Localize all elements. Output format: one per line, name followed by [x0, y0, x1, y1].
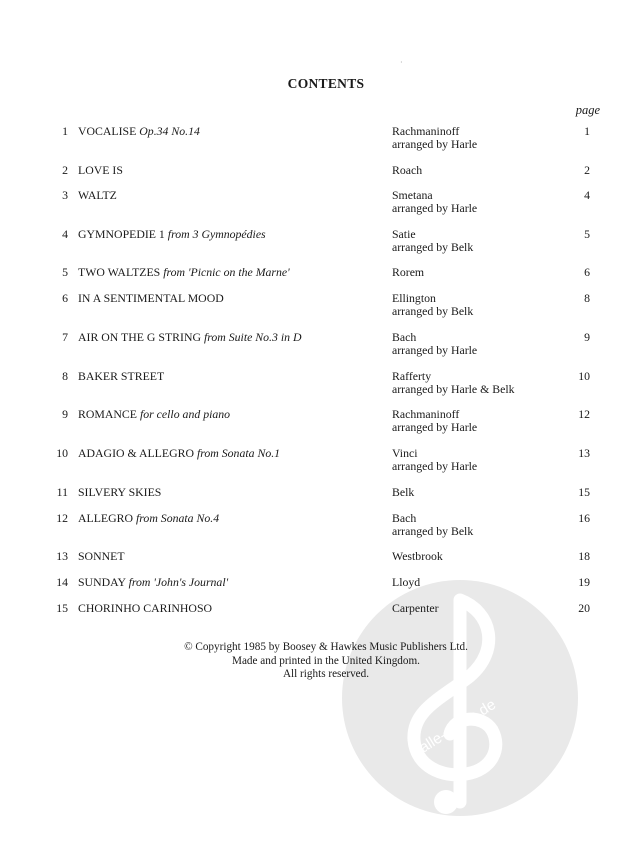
stray-mark: · [400, 58, 403, 67]
piece-title: VOCALISE [78, 124, 137, 138]
page-number: 19 [578, 575, 590, 589]
page-number: 10 [578, 369, 590, 383]
arranger: arranged by Belk [392, 524, 474, 538]
item-credits [392, 486, 414, 499]
item-title [78, 189, 117, 202]
piece-title: ALLEGRO [78, 511, 134, 525]
item-title [78, 266, 290, 279]
item-number: 10 [56, 446, 68, 460]
composer: Rafferty [392, 369, 432, 383]
item-credits [392, 550, 443, 563]
item-credits [392, 576, 420, 589]
composer: Bach [392, 511, 417, 525]
arranger: arranged by Harle [392, 201, 478, 215]
item-title [78, 576, 228, 589]
page-number: 20 [578, 601, 590, 615]
treble-clef-icon [342, 580, 578, 816]
page-number: 12 [578, 407, 590, 421]
item-number: 13 [56, 549, 68, 563]
composer: Vinci [392, 446, 418, 460]
piece-title: SILVERY SKIES [78, 485, 162, 499]
item-title [78, 331, 302, 344]
item-title [78, 512, 219, 525]
page-number: 8 [584, 291, 590, 305]
item-credits [392, 447, 477, 473]
composer: Lloyd [392, 575, 421, 589]
item-number: 14 [56, 575, 68, 589]
item-title [78, 164, 123, 177]
piece-subtitle: from Sonata No.4 [136, 511, 220, 525]
piece-subtitle: from Sonata No.1 [196, 446, 281, 460]
piece-title: SONNET [78, 549, 125, 563]
item-number: 1 [62, 124, 68, 138]
piece-title: ADAGIO & ALLEGRO [78, 446, 194, 460]
piece-subtitle: from 'John's Journal' [128, 575, 229, 589]
item-title [78, 447, 280, 460]
page-title: CONTENTS [287, 76, 365, 91]
item-credits [392, 164, 422, 177]
composer: Belk [392, 485, 415, 499]
page-number: 6 [584, 265, 590, 279]
page-number: 4 [584, 188, 590, 202]
page-number: 18 [578, 549, 590, 563]
piece-title: ROMANCE [78, 407, 137, 421]
page-column-label: page [575, 103, 600, 117]
item-title [78, 486, 161, 499]
piece-title: BAKER STREET [78, 369, 165, 383]
piece-title: AIR ON THE G STRING [78, 330, 201, 344]
item-credits [392, 370, 515, 396]
composer: Roach [392, 163, 423, 177]
piece-subtitle: Op.34 No.14 [139, 124, 200, 138]
composer: Westbrook [392, 549, 443, 563]
composer: Rachmaninoff [392, 407, 460, 421]
copyright-line: © Copyright 1985 by Boosey & Hawkes Music Publishers Ltd. [184, 641, 468, 653]
item-title [78, 370, 164, 383]
page-number: 5 [584, 227, 590, 241]
item-title [78, 228, 266, 241]
item-number: 6 [62, 291, 68, 305]
item-number: 4 [62, 227, 68, 241]
page-number: 13 [578, 446, 590, 460]
piece-title: LOVE IS [78, 163, 123, 177]
item-number: 3 [62, 188, 68, 202]
item-number: 12 [56, 511, 68, 525]
item-number: 7 [62, 330, 68, 344]
composer: Rachmaninoff [392, 124, 460, 138]
item-credits [392, 512, 473, 538]
item-credits [392, 602, 439, 615]
page-number: 1 [584, 124, 590, 138]
item-number: 5 [62, 265, 68, 279]
item-number: 2 [62, 163, 68, 177]
item-number: 8 [62, 369, 68, 383]
item-credits [392, 189, 477, 215]
composer: Bach [392, 330, 417, 344]
item-credits [392, 292, 473, 318]
printed-line: Made and printed in the United Kingdom. [232, 654, 420, 667]
item-number: 11 [56, 485, 68, 499]
piece-title: CHORINHO CARINHOSO [78, 601, 213, 615]
piece-title: IN A SENTIMENTAL MOOD [78, 291, 224, 305]
item-title [78, 602, 212, 615]
piece-subtitle: from 'Picnic on the Marne' [163, 265, 290, 279]
composer: Rorem [392, 265, 425, 279]
item-title [78, 408, 230, 421]
arranger: arranged by Belk [392, 240, 474, 254]
item-title [78, 550, 125, 563]
composer: Satie [392, 227, 416, 241]
page-number: 2 [584, 163, 590, 177]
item-credits [392, 266, 424, 279]
arranger: arranged by Harle & Belk [392, 382, 515, 396]
item-title [78, 292, 224, 305]
page-number: 16 [578, 511, 590, 525]
item-credits [392, 408, 477, 434]
item-number: 9 [62, 407, 68, 421]
piece-subtitle: from Suite No.3 in D [203, 330, 302, 344]
item-credits [392, 331, 477, 357]
watermark [342, 580, 578, 816]
piece-title: SUNDAY [78, 575, 126, 589]
arranger: arranged by Harle [392, 343, 478, 357]
piece-title: GYMNOPEDIE 1 [78, 227, 165, 241]
item-credits [392, 228, 473, 254]
piece-title: WALTZ [78, 188, 117, 202]
item-number: 15 [56, 601, 68, 615]
arranger: arranged by Harle [392, 137, 478, 151]
composer: Carpenter [392, 601, 439, 615]
rights-line: All rights reserved. [282, 668, 370, 680]
page-number: 9 [584, 330, 590, 344]
piece-subtitle: for cello and piano [139, 407, 231, 421]
item-credits [392, 125, 477, 151]
copyright-notice [0, 641, 640, 682]
piece-title: TWO WALTZES [78, 265, 161, 279]
item-title [78, 125, 200, 138]
page-number: 15 [578, 485, 590, 499]
arranger: arranged by Harle [392, 459, 478, 473]
composer: Ellington [392, 291, 436, 305]
arranger: arranged by Harle [392, 420, 478, 434]
arranger: arranged by Belk [392, 304, 474, 318]
piece-subtitle: from 3 Gymnopédies [167, 227, 266, 241]
watermark-text: alle-noten.de [416, 695, 499, 757]
composer: Smetana [392, 188, 433, 202]
